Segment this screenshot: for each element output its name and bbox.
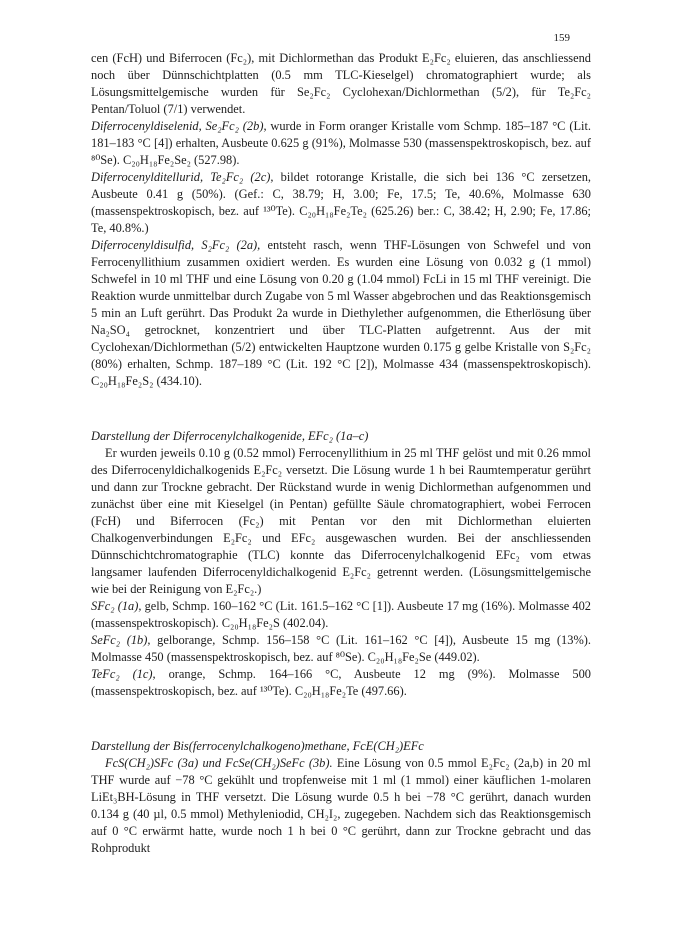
para-sefc2 xyxy=(91,632,591,666)
para-sfc2 xyxy=(91,598,591,632)
heading-chalkogenide: Darstellung der Diferrocenylchalkogenide, EFc₂ (1a–c) xyxy=(91,429,369,443)
heading-methane: Darstellung der Bis(ferrocenylchalkogeno)methane, FcE(CH₂)EFc xyxy=(91,739,424,753)
para-continuation xyxy=(91,50,591,118)
document-body xyxy=(91,50,591,857)
para-diselenid xyxy=(91,118,591,169)
paragraph-text: gelb, Schmp. 160–162 °C (Lit. 161.5–162 °C [1]). Ausbeute 17 mg (16%). Molmasse 402 (massenspektroskopisch). C₂₀H₁₈Fe₂S (402.04). xyxy=(91,599,591,630)
para-disulfid xyxy=(91,237,591,390)
compound-label: FcS(CH₂)SFc (3a) und FcSe(CH₂)SeFc (3b). xyxy=(105,756,333,770)
paragraph-text: gelborange, Schmp. 156–158 °C (Lit. 161–162 °C [4]), Ausbeute 15 mg (13%). Molmasse 450 (massenspektroskopisch, bez. auf ⁸⁰Se). C₂₀H₁₈Fe₂Se (449.02). xyxy=(91,633,591,664)
paragraph-text: bildet rotorange Kristalle, die sich bei 136 °C zersetzen, Ausbeute 0.41 g (50%). (Gef.: C, 38.79; H, 3.00; Fe, 17.5; Te, 40.6%, Molmasse 630 (massenspektroskopisch, bez. auf ¹³⁰Te). C₂₀H₁₈Fe₂Te₂ (625.26) ber.: C, 38.42; H, 2.90; Fe, 17.86; Te, 40.8%.) xyxy=(91,170,591,235)
paragraph-text: cen (FcH) und Biferrocen (Fc₂), mit Dichlormethan das Produkt E₂Fc₂ eluieren, das anschliessend noch über Dünnschichtplatten (0.5 mm TLC-Kieselgel) chromatographiert wurde; als Lösungsmittelgemische wurden für Se₂Fc₂ Cyclohexan/Dichlormethan (5/2), für Te₂Fc₂ Pentan/Toluol (7/1) verwendet. xyxy=(91,51,591,116)
paragraph-text: entsteht rasch, wenn THF-Lösungen von Schwefel und von Ferrocenyllithium zusammen oxidiert werden. Es wurden eine Lösung von 0.032 g (1 mmol) Schwefel in 10 ml THF und eine Lösung von 0.20 g (1.04 mmol) FcLi in 15 ml THF vereinigt. Die Reaktion wurde unmittelbar durch Zugabe von 5 ml Wasser abgebrochen und das Reaktionsgemisch 5 min an Luft gerührt. Das Produkt 2a wurde in Diethylether aufgenommen, die Etherlösung über Na₂SO₄ getrocknet, konzentriert und über TLC-Platten aufgetrennt. Aus der mit Cyclohexan/Dichlormethan (5/2) entwickelten Hauptzone wurden 0.175 g gelbe Kristalle von S₂Fc₂ (80%) erhalten, Schmp. 187–189 °C (Lit. 192 °C [2]), Molmasse 434 (massenspektroskopisch). C₂₀H₁₈Fe₂S₂ (434.10). xyxy=(91,238,591,388)
paragraph-text: Er wurden jeweils 0.10 g (0.52 mmol) Ferrocenyllithium in 25 ml THF gelöst und mit 0.26 mmol des Diferrocenyldichalkogenids E₂Fc₂ versetzt. Die Lösung wurde 1 h bei Raumtemperatur gerührt und dann zur Trockne gebracht. Der Rückstand wurde in wenig Dichlormethan aufgenommen und zunächst über eine mit Kieselgel (in Pentan) gefüllte Säule chromatographiert, wobei Ferrocen (FcH) und Biferrocen (Fc₂) mit Pentan vor den mit Dichlormethan eluierten Chalkogenverbindungen E₂Fc₂ und EFc₂ ausgewaschen wurden. Bei der anschliessenden Dünnschichtchromatographie (TLC) konnte das Diferrocenylchalkogenid EFc₂ vom etwas langsamer laufenden Diferrocenyldichalkogenid E₂Fc₂ getrennt werden. (Lösungsmittelgemische wie bei der Reinigung von E₂Fc₂.) xyxy=(91,446,591,596)
para-methane-method xyxy=(91,755,591,857)
compound-label: SFc₂ (1a), xyxy=(91,599,142,613)
compound-label: Diferrocenyldiselenid, Se₂Fc₂ (2b), xyxy=(91,119,267,133)
compound-label: Diferrocenylditellurid, Te₂Fc₂ (2c), xyxy=(91,170,274,184)
para-ditellurid xyxy=(91,169,591,237)
compound-label: TeFc₂ (1c), xyxy=(91,667,156,681)
compound-label: Diferrocenyldisulfid, S₂Fc₂ (2a), xyxy=(91,238,261,252)
paragraph-text: wurde in Form oranger Kristalle vom Schmp. 185–187 °C (Lit. 181–183 °C [4]) erhalten, Ausbeute 0.625 g (91%), Molmasse 530 (massenspektroskopisch, bez. auf ⁸⁰Se). C₂₀H₁₈Fe₂Se₂ (527.98). xyxy=(91,119,591,167)
paragraph-text: Eine Lösung von 0.5 mmol E₂Fc₂ (2a,b) in 20 ml THF wurde auf −78 °C gekühlt und tropfenweise mit 1 ml (1 mmol) einer käuflichen 1-molaren LiEt₃BH-Lösung in THF versetzt. Die Lösung wurde 0.5 h bei −78 °C gerührt, danach wurden 0.134 g (40 µl, 0.5 mmol) Methyleniodid, CH₂I₂, zugegeben. Nachdem sich das Reaktionsgemisch auf 0 °C erwärmt hatte, wurde noch 1 h bei 0 °C gerührt, dann zur Trockne gebracht und das Rohprodukt xyxy=(91,756,591,855)
para-tefc2 xyxy=(91,666,591,700)
page-number: 159 xyxy=(553,32,570,44)
compound-label: SeFc₂ (1b), xyxy=(91,633,151,647)
paragraph-text: orange, Schmp. 164–166 °C, Ausbeute 12 mg (9%). Molmasse 500 (massenspektroskopisch, bez. auf ¹³⁰Te). C₂₀H₁₈Fe₂Te (497.66). xyxy=(91,667,591,698)
para-chalkogenide-method xyxy=(91,445,591,598)
